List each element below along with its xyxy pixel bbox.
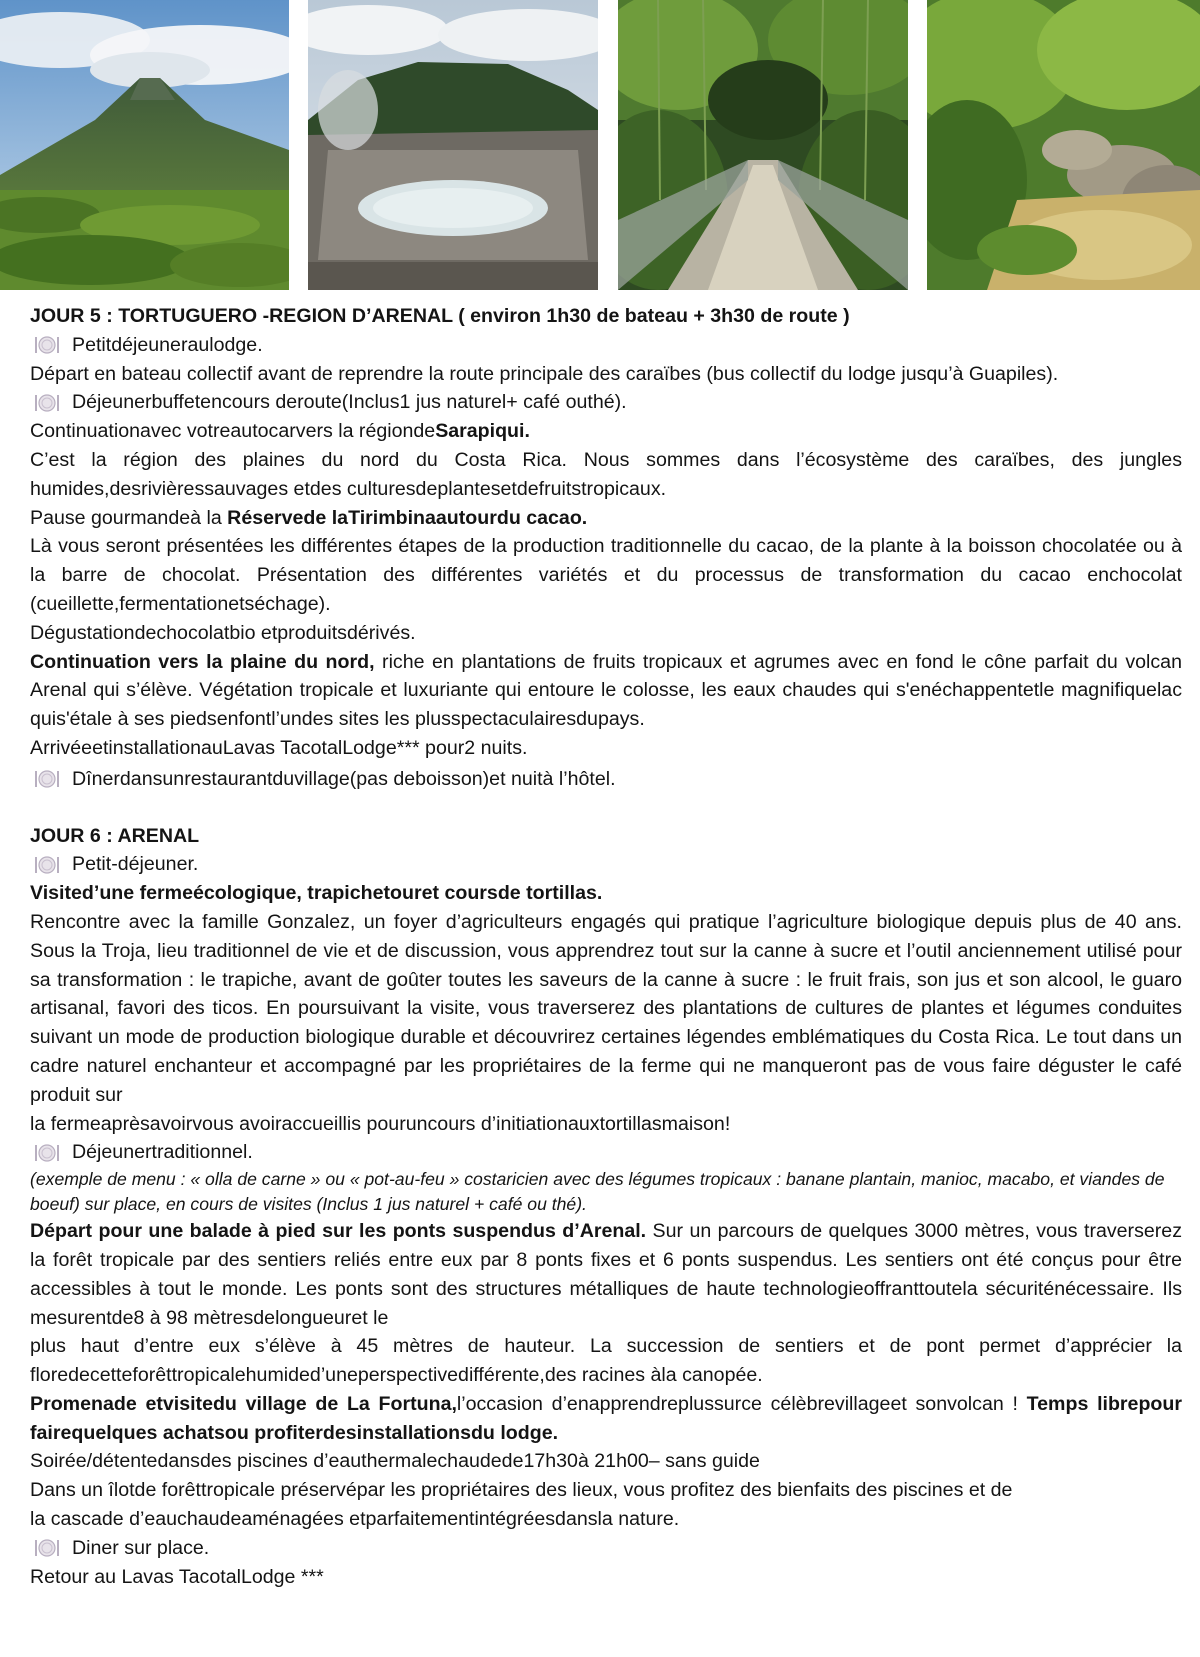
photo-strip — [0, 0, 1200, 290]
day6-free-time-bold: Temps librepour fairequelques achatsou profiterdesinstallationsdu lodge. — [30, 1392, 1182, 1444]
day5-paragraph-sarapiqui — [30, 417, 1182, 446]
day5-breakfast — [30, 331, 1182, 360]
day5-paragraph-region: C’est la région des plaines du nord du Costa Rica. Nous sommes dans l’écosystème des caraïbes, des jungles humides,desrivièressauvages etdes culturesdeplantesetdefruitstropicaux. — [30, 448, 1182, 500]
meal-plate-icon — [34, 854, 60, 876]
meal-plate-icon — [34, 392, 60, 414]
day6-paragraph-forest-islet: Dans un îlotde forêttropicale préservépar les propriétaires des lieux, vous profitez des bienfaits des piscines et de — [30, 1479, 1013, 1502]
day6-bridges-bold: Départ pour une balade à pied sur les ponts suspendus d’Arenal. — [30, 1220, 647, 1243]
day6-paragraph-tortillas: la fermeaprèsavoirvous avoiraccueillis pouruncours d’initiationauxtortillasmaison! — [30, 1112, 731, 1135]
day6-paragraph-evening: Soirée/détentedansdes piscines d’eauthermalechaudede17h30à 21h00– sans guide — [30, 1450, 760, 1473]
itinerary-document — [30, 302, 1182, 1591]
day5-paragraph-cacao: Là vous seront présentées les différentes étapes de la production traditionnelle du cacao, de la plante à la boisson chocolatée ou à la barre de chocolat. Présentation des différentes variétés et du processus de transformation du cacao enchocolat (cueillette,fermentationetséchage). — [30, 535, 1182, 615]
day5-north-plain-text: riche en plantations de fruits tropicaux et agrumes avec en fond le cône parfait du volcan Arenal qui s’élève. Végétation tropicale et luxuriante qui entoure le colosse, les eaux chaudes qui s'enéchappentetle magnifiquelac quis'étale à ses piedsenfontl’undes sites les plusspectaculairesdupays. — [30, 650, 1182, 731]
day6-paragraph-return: Retour au Lavas TacotalLodge *** — [30, 1565, 324, 1588]
meal-plate-icon — [34, 334, 60, 356]
day5-lunch-text: Déjeunerbuffetencours deroute(Inclus1 jus naturel+ café outhé). — [72, 391, 627, 414]
day6-lunch — [30, 1138, 1182, 1167]
day6-paragraph-bridges — [30, 1217, 1182, 1332]
day5-cacao-break-bold: Réservede laTirimbinaautourdu cacao. — [227, 506, 588, 529]
day5-sarapiqui-bold: Sarapiqui. — [435, 420, 530, 443]
day5-dinner — [30, 765, 1182, 794]
hot-spring-photo — [927, 0, 1200, 290]
day6-breakfast — [30, 850, 1182, 879]
day5-dinner-text: Dînerdansunrestaurantduvillage(pas deboisson)et nuità l’hôtel. — [72, 767, 616, 790]
meal-plate-icon — [34, 1142, 60, 1164]
day6-paragraph-cascade: la cascade d’eauchaudeaménagées etparfaitementintégréesdansla nature. — [30, 1508, 680, 1531]
day6-lunch-text: Déjeunertraditionnel. — [72, 1141, 253, 1164]
meal-plate-icon — [34, 1537, 60, 1559]
day5-heading: JOUR 5 : TORTUGUERO -REGION D’ARENAL ( environ 1h30 de bateau + 3h30 de route ) — [30, 305, 850, 327]
day6-paragraph-fortuna — [30, 1390, 1182, 1448]
day5-lunch — [30, 388, 1182, 417]
meal-plate-icon — [34, 768, 60, 790]
day5-paragraph-arrival: ArrivéeetinstallationauLavas TacotalLodge*** pour2 nuits. — [30, 736, 528, 759]
day5-breakfast-text: Petitdéjeuneraulodge. — [72, 333, 263, 356]
day5-paragraph-cacao-break — [30, 504, 1182, 533]
hanging-bridge-photo — [618, 0, 908, 290]
day6-breakfast-text: Petit-déjeuner. — [72, 853, 199, 876]
day6-fortuna-text: l’occasion d’enapprendreplussurce célèbrevillageet sonvolcan ! — [456, 1392, 1027, 1415]
day6-menu-note: (exemple de menu : « olla de carne » ou « pot-au-feu » costaricien avec des légumes tropicaux : banane plantain, manioc, macabo, et viandes de boeuf) sur place, en cours de visites (Inclus 1 jus naturel + café ou thé). — [30, 1169, 1165, 1215]
day6-bridges-text: Sur un parcours de quelques 3000 mètres, vous traverserez la forêt tropicale par des sentiers reliés entre eux par 8 ponts fixes et 6 ponts suspendus. Les sentiers ont été conçus pour être accessibles à tout le monde. Les ponts sont des structures métalliques de haute technologieoffranttoutela sécuriténécessaire. Ils mesurentde8 à 98 mètresdelongueuret le — [30, 1220, 1182, 1329]
day5-sarapiqui-text: Continuationavec votreautocarvers la régionde — [30, 420, 436, 443]
day5-paragraph-boat: Départ en bateau collectif avant de reprendre la route principale des caraïbes (bus collectif du lodge jusqu’à Guapiles). — [30, 362, 1059, 385]
day5-paragraph-north-plain — [30, 648, 1182, 734]
day5-north-plain-bold: Continuation vers la plaine du nord, — [30, 650, 375, 673]
day6-dinner-text: Diner sur place. — [72, 1536, 210, 1559]
day6-fortuna-bold: Promenade etvisitedu village de La Fortuna, — [30, 1392, 457, 1415]
day6-paragraph-canopy: plus haut d’entre eux s’élève à 45 mètres de hauteur. La succession de sentiers et de pont permet d’apprécier la floredecetteforêttropicalehumided’uneperspectivedifférente,des racines àla canopée. — [30, 1335, 1182, 1387]
day6-visit-title: Visited’une fermeécologique, trapichetouret coursde tortillas. — [30, 882, 603, 905]
day6-heading: JOUR 6 : ARENAL — [30, 824, 200, 847]
volcano-photo — [0, 0, 289, 290]
day5-cacao-break-text: Pause gourmandeà la — [30, 506, 228, 529]
day5-paragraph-tasting: Dégustationdechocolatbio etproduitsdérivés. — [30, 621, 416, 644]
crater-photo — [308, 0, 598, 290]
day6-paragraph-farm: Rencontre avec la famille Gonzalez, un foyer d’agriculteurs engagés qui pratique l’agriculture biologique depuis plus de 40 ans. Sous la Troja, lieu traditionnel de vie et de discussion, vous apprendrez tout sur la canne à sucre et l’outil anciennement utilisé pour sa transformation : le trapiche, avant de goûter toutes les saveurs de la canne à sucre : le fruit frais, son jus et son alcool, le guaro artisanal, favori des ticos. En poursuivant la visite, vous traverserez des plantations de cultures de plantes et légumes conduites suivant un mode de production biologique durable et découvrirez certaines légendes emblématiques du Costa Rica. Le tout dans un cadre naturel enchanteur et accompagné par les propriétaires de la ferme qui ne manqueront pas de vous faire déguster le café produit sur — [30, 910, 1182, 1106]
day6-dinner — [30, 1534, 1182, 1563]
